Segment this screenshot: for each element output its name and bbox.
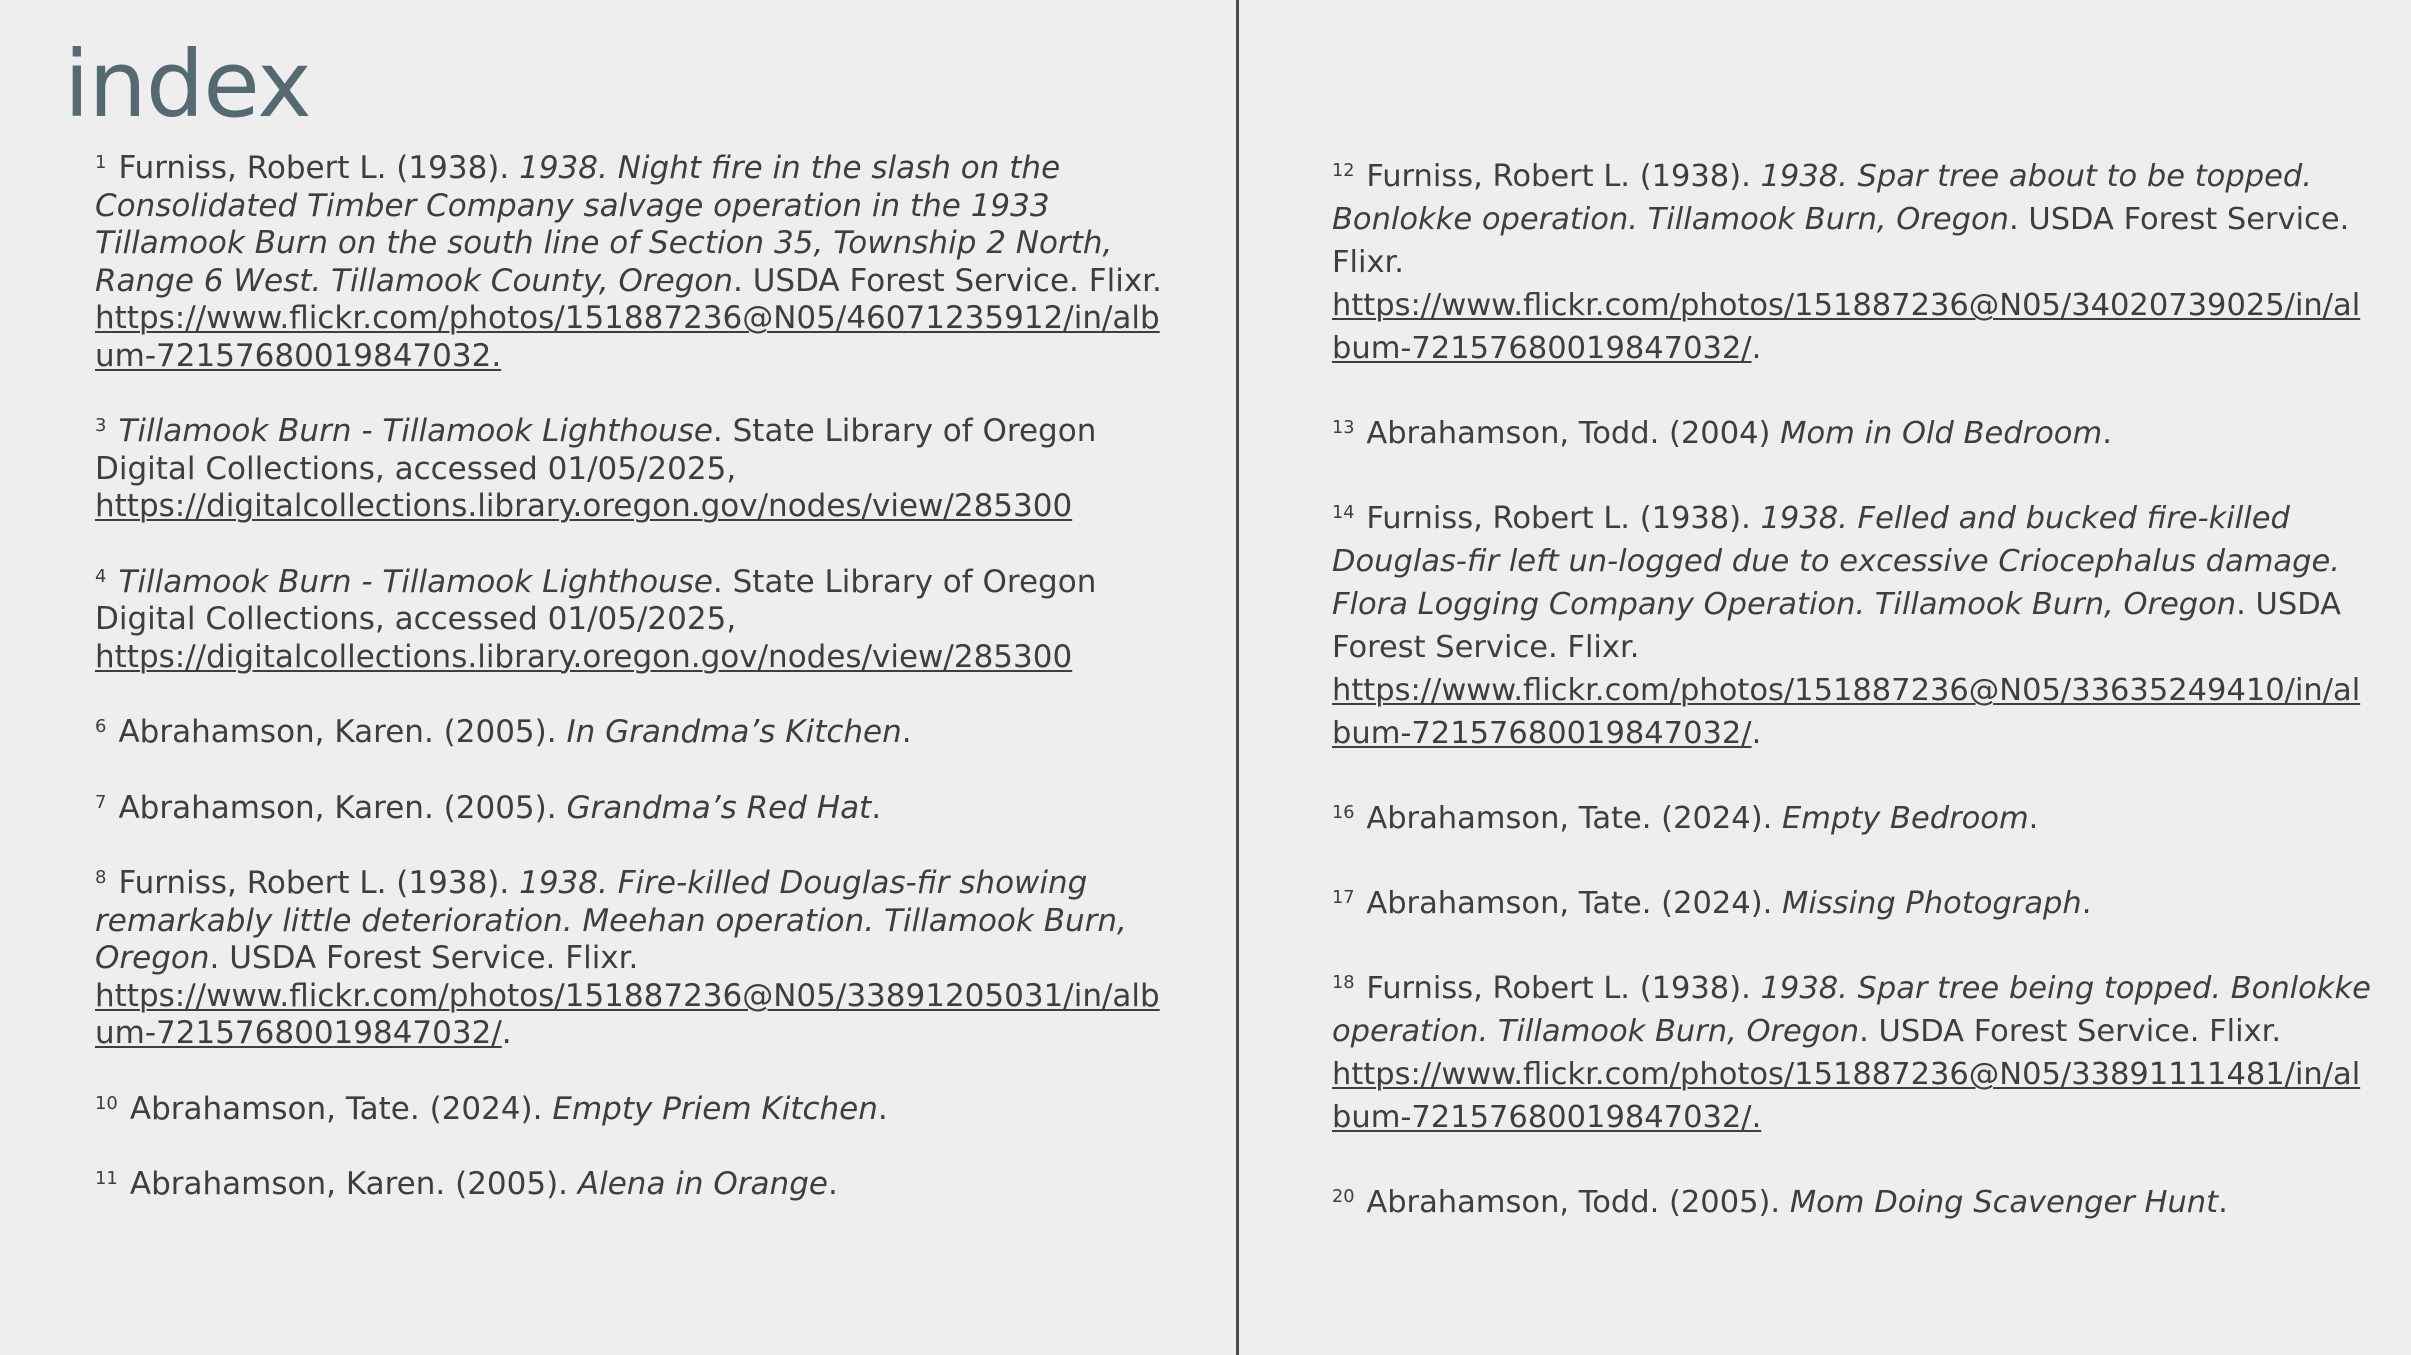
entry-title: 1938. Night fire in the slash on the Consolidated Timber Company salvage operation in the 1933 Tillamook Burn on the south line of Section 35, Township 2 North, Range 6 West. Tillamook County, Oregon: [95, 150, 1113, 299]
footnote-entry: [95, 790, 1175, 828]
entry-source: . State Library of Oregon Digital Collections, accessed 01/05/2025,: [95, 413, 1097, 487]
entry-title: In Grandma’s Kitchen: [566, 714, 902, 750]
footnote-number: 4: [95, 565, 107, 587]
entry-title: Missing Photograph: [1782, 886, 2082, 921]
entry-source: .: [871, 789, 882, 826]
entry-link-suffix: .: [1751, 716, 1762, 751]
footnote-number: 6: [95, 716, 107, 738]
footnote-entry: [1332, 967, 2372, 1139]
footnote-number: 16: [1332, 803, 1355, 824]
page-title: index: [64, 31, 311, 138]
footnote-number: 10: [95, 1092, 118, 1114]
entry-title: 1938. Spar tree being topped. Bonlokke operation. Tillamook Burn, Oregon: [1332, 971, 2371, 1049]
footnote-entry: [1332, 497, 2372, 755]
entry-author: Furniss, Robert L. (1938).: [1366, 501, 1751, 536]
entry-source: .: [877, 1090, 888, 1127]
footnote-entry: [95, 865, 1175, 1053]
entry-source: .: [2028, 801, 2039, 836]
footnote-entry: [1332, 412, 2372, 455]
entry-link-suffix: .: [1751, 331, 1762, 366]
entry-source: .: [2102, 416, 2112, 451]
entry-title: Empty Priem Kitchen: [552, 1090, 878, 1127]
footnote-number: 17: [1332, 888, 1355, 909]
left-column: [95, 150, 1175, 1242]
footnote-number: 14: [1332, 503, 1355, 524]
entry-author: Furniss, Robert L. (1938).: [1366, 159, 1751, 194]
entry-title: 1938. Fire-killed Douglas-fir showing remarkably little deterioration. Meehan operation. Tillamook Burn, Oregon: [95, 865, 1127, 976]
entry-source: .: [2218, 1185, 2228, 1220]
footnote-entry: [1332, 797, 2372, 840]
entry-author: Furniss, Robert L. (1938).: [118, 150, 510, 186]
entry-title: Tillamook Burn - Tillamook Lighthouse: [118, 413, 713, 449]
footnote-number: 1: [95, 152, 107, 174]
footnote-number: 7: [95, 791, 107, 813]
entry-title: Mom Doing Scavenger Hunt: [1789, 1185, 2219, 1220]
entry-link[interactable]: https://www.flickr.com/photos/151887236@N05/33891111481/in/album-72157680019847032/.: [1332, 1057, 2361, 1135]
footnote-number: 11: [95, 1168, 118, 1190]
footnote-entry: [1332, 882, 2372, 925]
entry-source: . USDA Forest Service. Flixr.: [1332, 202, 2350, 280]
entry-title: Empty Bedroom: [1782, 801, 2029, 836]
entry-source: . USDA Forest Service. Flixr.: [733, 262, 1162, 299]
entry-title: Mom in Old Bedroom: [1780, 416, 2103, 451]
footnote-number: 12: [1332, 161, 1355, 182]
footnote-entry: [95, 714, 1175, 752]
entry-title: Grandma’s Red Hat: [566, 789, 872, 826]
entry-source: . USDA Forest Service. Flixr.: [1332, 587, 2342, 665]
footnote-number: 3: [95, 415, 107, 437]
footnote-entry: [95, 564, 1175, 677]
entry-title: 1938. Felled and bucked fire-killed Douglas-fir left un-logged due to excessive Criocephalus damage. Flora Logging Company Operation. Tillamook Burn, Oregon: [1332, 501, 2340, 622]
entry-source: . USDA Forest Service. Flixr.: [209, 940, 639, 976]
entry-source: . State Library of Oregon Digital Collections, accessed 01/05/2025,: [95, 563, 1097, 637]
column-divider: [1236, 0, 1239, 1355]
footnote-entry: [1332, 1181, 2372, 1224]
entry-author: Abrahamson, Todd. (2005).: [1366, 1185, 1781, 1220]
footnote-number: 13: [1332, 418, 1355, 439]
entry-title: 1938. Spar tree about to be topped. Bonlokke operation. Tillamook Burn, Oregon: [1332, 159, 2312, 237]
entry-link[interactable]: https://www.flickr.com/photos/151887236@N05/33891205031/in/album-72157680019847032/: [95, 977, 1160, 1051]
entry-title: Alena in Orange: [577, 1166, 828, 1202]
entry-source: .: [2081, 886, 2092, 921]
entry-link[interactable]: https://digitalcollections.library.oregon.gov/nodes/view/285300: [95, 638, 1073, 675]
entry-source: .: [827, 1166, 838, 1202]
footnote-number: 20: [1332, 1187, 1355, 1208]
entry-link[interactable]: https://digitalcollections.library.oregon.gov/nodes/view/285300: [95, 488, 1073, 524]
entry-source: .: [901, 714, 912, 750]
entry-author: Abrahamson, Karen. (2005).: [129, 1166, 569, 1202]
footnote-entry: [1332, 155, 2372, 370]
footnote-entry: [95, 413, 1175, 526]
footnote-number: 8: [95, 867, 107, 889]
entry-title: Tillamook Burn - Tillamook Lighthouse: [118, 563, 713, 600]
footnote-number: 18: [1332, 973, 1355, 994]
entry-author: Abrahamson, Karen. (2005).: [118, 789, 557, 826]
footnote-entry: [95, 1166, 1175, 1204]
entry-author: Abrahamson, Todd. (2004): [1366, 416, 1771, 451]
entry-link[interactable]: https://www.flickr.com/photos/151887236@N05/34020739025/in/album-72157680019847032/: [1332, 288, 2361, 366]
entry-author: Abrahamson, Tate. (2024).: [1366, 886, 1773, 921]
entry-author: Furniss, Robert L. (1938).: [1366, 971, 1751, 1006]
entry-link-suffix: .: [501, 1015, 512, 1051]
right-column: [1332, 155, 2372, 1266]
entry-author: Abrahamson, Tate. (2024).: [129, 1090, 543, 1127]
footnote-entry: [95, 150, 1175, 375]
entry-author: Abrahamson, Tate. (2024).: [1366, 801, 1773, 836]
entry-link[interactable]: https://www.flickr.com/photos/151887236@N05/33635249410/in/album-72157680019847032/: [1332, 673, 2361, 751]
entry-author: Abrahamson, Karen. (2005).: [118, 714, 557, 750]
entry-source: . USDA Forest Service. Flixr.: [1859, 1014, 2282, 1049]
entry-link[interactable]: https://www.flickr.com/photos/151887236@N05/46071235912/in/album-72157680019847032.: [95, 300, 1160, 374]
entry-author: Furniss, Robert L. (1938).: [118, 865, 510, 901]
footnote-entry: [95, 1091, 1175, 1129]
